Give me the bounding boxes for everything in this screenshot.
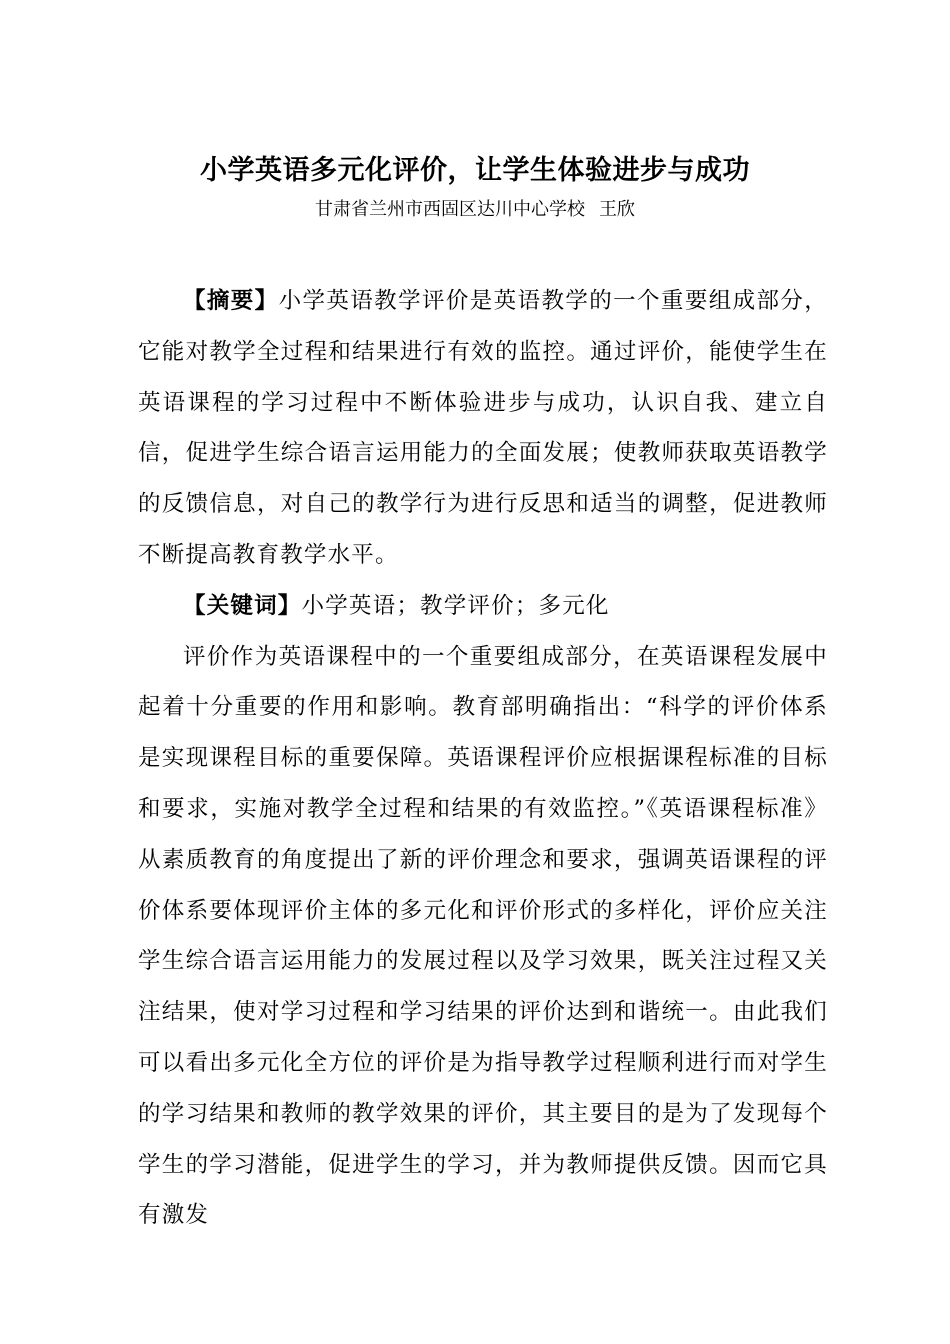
author-line — [0, 197, 950, 223]
document-title: 小学英语多元化评价，让学生体验进步与成功 — [200, 155, 750, 186]
body-paragraph: 评价作为英语课程中的一个重要组成部分，在英语课程发展中起着十分重要的作用和影响。教育部明确指出：“科学的评价体系是实现课程目标的重要保障。英语课程评价应根据课程标准的目标和要求，实施对教学全过程和结果的有效监控。”《英语课程标准》从素质教育的角度提出了新的评价理念和要求，强调英语课程的评价体系要体现评价主体的多元化和评价形式的多样化，评价应关注学生综合语言运用能力的发展过程以及学习效果，既关注过程又关注结果，使对学习过程和学习结果的评价达到和谐统一。由此我们可以看出多元化全方位的评价是为指导教学过程顺利进行而对学生的学习结果和教师的教学效果的评价，其主要目的是为了发现每个学生的学习潜能，促进学生的学习，并为教师提供反馈。因而它具有激发 — [138, 643, 828, 1229]
keywords-label: 【关键词】 — [183, 592, 302, 619]
author-name: 王欣 — [599, 199, 635, 220]
document-body — [138, 276, 828, 1241]
abstract-text: 小学英语教学评价是英语教学的一个重要组成部分，它能对教学全过程和结果进行有效的监控。通过评价，能使学生在英语课程的学习过程中不断体验进步与成功，认识自我、建立自信，促进学生综合语言运用能力的全面发展；使教师获取英语教学的反馈信息，对自己的教学行为进行反思和适当的调整，促进教师不断提高教育教学水平。 — [138, 288, 828, 568]
author-school: 甘肃省兰州市西固区达川中心学校 — [315, 199, 585, 220]
abstract-label: 【摘要】 — [183, 288, 279, 314]
keywords-paragraph — [138, 581, 828, 632]
keywords-text: 小学英语；教学评价；多元化 — [301, 592, 610, 619]
abstract-paragraph — [138, 276, 828, 581]
